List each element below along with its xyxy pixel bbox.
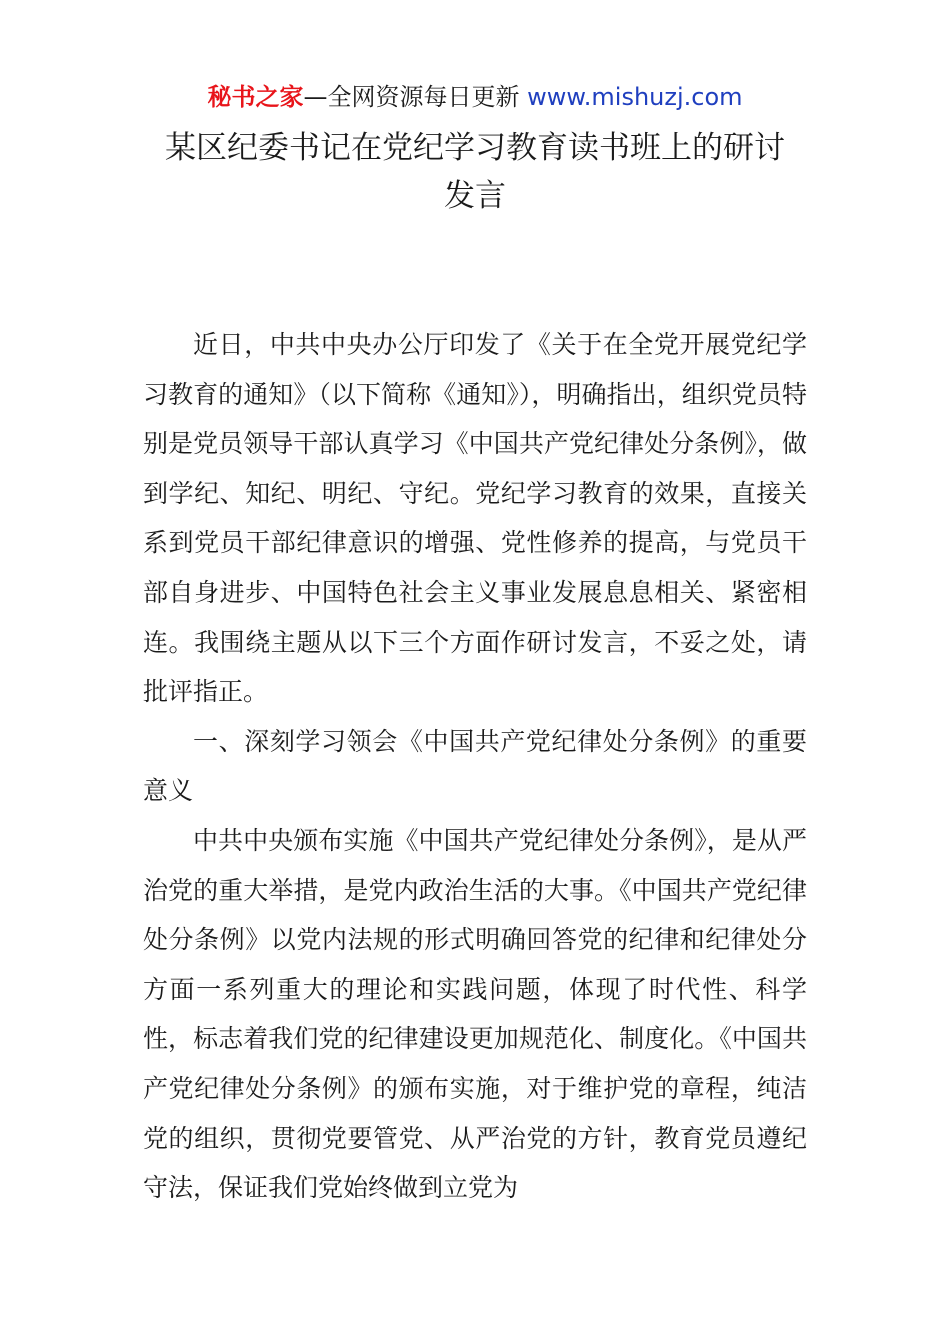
site-url-link[interactable]: www.mishuzj.com [527, 83, 743, 111]
brand-name: 秘书之家 [207, 83, 304, 111]
title-line-1: 某区纪委书记在党纪学习教育读书班上的研讨 [165, 130, 785, 166]
banner-tagline: —全网资源每日更新 [303, 83, 528, 111]
document-body [143, 320, 807, 1213]
site-banner [0, 80, 950, 114]
intro-paragraph: 近日，中共中央办公厅印发了《关于在全党开展党纪学习教育的通知》（以下简称《通知》），明确指出，组织党员特别是党员领导干部认真学习《中国共产党纪律处分条例》，做到学纪、知纪、明纪、守纪。党纪学习教育的效果，直接关系到党员干部纪律意识的增强、党性修养的提高，与党员干部自身进步、中国特色社会主义事业发展息息相关、紧密相连。我围绕主题从以下三个方面作研讨发言，不妥之处，请批评指正。 [143, 330, 807, 707]
document-title [120, 124, 830, 220]
title-line-2: 发言 [444, 178, 506, 214]
section-heading-1: 一、深刻学习领会《中国共产党纪律处分条例》的重要意义 [143, 726, 807, 806]
body-paragraph: 中共中央颁布实施《中国共产党纪律处分条例》，是从严治党的重大举措，是党内政治生活的大事。《中国共产党纪律处分条例》以党内法规的形式明确回答党的纪律和纪律处分方面一系列重大的理论和实践问题，体现了时代性、科学性，标志着我们党的纪律建设更加规范化、制度化。《中国共产党纪律处分条例》的颁布实施，对于维护党的章程，纯洁党的组织，贯彻党要管党、从严治党的方针，教育党员遵纪守法，保证我们党始终做到立党为 [143, 825, 807, 1203]
